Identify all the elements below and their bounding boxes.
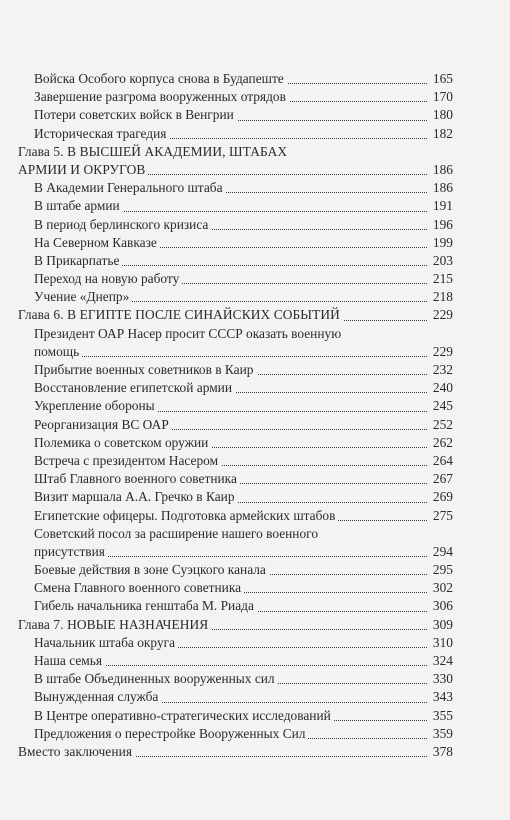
- page-number: 229: [430, 306, 453, 324]
- toc-entry-title: Штаб Главного военного советника: [34, 470, 240, 488]
- page-number: 295: [430, 561, 453, 579]
- toc-entry: [18, 470, 453, 488]
- toc-entry-title: Смена Главного военного советника: [34, 579, 244, 597]
- toc-entry-title-line: Глава 5. В ВЫСШЕЙ АКАДЕМИИ, ШТАБАХ: [18, 143, 288, 159]
- toc-entry: [18, 725, 453, 743]
- toc-entry-title: Начальник штаба округа: [34, 634, 178, 652]
- toc-entry-title: Переход на новую работу: [34, 270, 182, 288]
- page-number: 196: [430, 216, 453, 234]
- toc-entry-title: [34, 525, 318, 561]
- toc-entry: [18, 70, 453, 88]
- toc-chapter-entry: [18, 616, 453, 634]
- toc-entry-title: В Академии Генерального штаба: [34, 179, 226, 197]
- toc-entry-title: Завершение разгрома вооруженных отрядов: [34, 88, 289, 106]
- toc-entry: [18, 125, 453, 143]
- toc-entry-title: В штабе Объединенных вооруженных сил: [34, 670, 278, 688]
- toc-entry-title: Укрепление обороны: [34, 397, 158, 415]
- toc-entry-title: Учение «Днепр»: [34, 288, 132, 306]
- toc-entry-title: Потери советских войск в Венгрии: [34, 106, 237, 124]
- toc-entry: [18, 561, 453, 579]
- toc-entry-title-line: помощь: [34, 344, 82, 359]
- page-number: 309: [430, 616, 453, 634]
- toc-entry-title-line: Президент ОАР Насер просит СССР оказать военную: [34, 325, 342, 341]
- page-number: 165: [430, 70, 453, 88]
- toc-entry: [18, 288, 453, 306]
- page-number: 191: [430, 197, 453, 215]
- page-number: 186: [430, 161, 453, 179]
- toc-entry: [18, 179, 453, 197]
- toc-entry: [18, 379, 453, 397]
- toc-entry-title: Глава 7. НОВЫЕ НАЗНАЧЕНИЯ: [18, 616, 211, 634]
- toc-entry-title: Войска Особого корпуса снова в Будапеште: [34, 70, 287, 88]
- toc-entry: [18, 634, 453, 652]
- toc-entry-title: Предложения о перестройке Вооруженных Сил: [34, 725, 308, 743]
- toc-chapter-entry: [18, 743, 453, 761]
- toc-entry-title: В штабе армии: [34, 197, 123, 215]
- toc-entry-title: Встреча с президентом Насером: [34, 452, 221, 470]
- toc-entry: [18, 397, 453, 415]
- page-number: 240: [430, 379, 453, 397]
- page-number: 252: [430, 416, 453, 434]
- toc-entry-title: Гибель начальника генштаба М. Риада: [34, 597, 257, 615]
- toc-entry-title: Вынужденная служба: [34, 688, 161, 706]
- page-number: 269: [430, 488, 453, 506]
- toc-entry: [18, 252, 453, 270]
- toc-entry-title: Визит маршала А.А. Гречко в Каир: [34, 488, 238, 506]
- toc-entry-title: Полемика о советском оружии: [34, 434, 211, 452]
- page-number: 186: [430, 179, 453, 197]
- page-number: 343: [430, 688, 453, 706]
- toc-entry-title: Реорганизация ВС ОАР: [34, 416, 172, 434]
- page-number: 324: [430, 652, 453, 670]
- page-number: 275: [430, 507, 453, 525]
- page-number: 310: [430, 634, 453, 652]
- toc-entry-title: В Центре оперативно-стратегических исследований: [34, 707, 334, 725]
- table-of-contents: [18, 70, 453, 761]
- toc-entry-title: [34, 325, 341, 361]
- toc-entry: [18, 416, 453, 434]
- page-number: 378: [430, 743, 453, 761]
- toc-entry: [18, 106, 453, 124]
- toc-entry-title: Наша семья: [34, 652, 105, 670]
- toc-entry: [18, 688, 453, 706]
- toc-entry-title-line: Советский посол за расширение нашего военного: [34, 525, 319, 541]
- toc-chapter-entry: [18, 143, 453, 179]
- toc-entry: [18, 88, 453, 106]
- toc-entry: [18, 197, 453, 215]
- toc-entry-title: [18, 143, 287, 179]
- toc-entry-title: Восстановление египетской армии: [34, 379, 235, 397]
- page-number: 355: [430, 707, 453, 725]
- toc-entry: [18, 507, 453, 525]
- toc-entry-title: Прибытие военных советников в Каир: [34, 361, 257, 379]
- page-number: 245: [430, 397, 453, 415]
- toc-entry-title: В период берлинского кризиса: [34, 216, 211, 234]
- page-number: 262: [430, 434, 453, 452]
- page-number: 180: [430, 106, 453, 124]
- page-number: 267: [430, 470, 453, 488]
- toc-entry-title-line: АРМИИ И ОКРУГОВ: [18, 162, 148, 177]
- toc-entry: [18, 597, 453, 615]
- toc-entry: [18, 488, 453, 506]
- toc-entry-title: Боевые действия в зоне Суэцкого канала: [34, 561, 269, 579]
- toc-entry: [18, 270, 453, 288]
- page-number: 359: [430, 725, 453, 743]
- toc-entry: [18, 216, 453, 234]
- toc-entry-title: В Прикарпатье: [34, 252, 122, 270]
- toc-entry-title: Вместо заключения: [18, 743, 135, 761]
- page-number: 229: [430, 343, 453, 361]
- page-number: 306: [430, 597, 453, 615]
- toc-entry: [18, 361, 453, 379]
- page-number: 170: [430, 88, 453, 106]
- toc-entry: [18, 670, 453, 688]
- page-number: 294: [430, 543, 453, 561]
- page-number: 203: [430, 252, 453, 270]
- page-number: 330: [430, 670, 453, 688]
- toc-entry: [18, 452, 453, 470]
- toc-entry-title: Историческая трагедия: [34, 125, 169, 143]
- toc-entry: [18, 234, 453, 252]
- toc-entry-title-line: присутствия: [34, 544, 108, 559]
- page-number: 215: [430, 270, 453, 288]
- toc-entry: [18, 579, 453, 597]
- toc-entry: [18, 652, 453, 670]
- page-number: 182: [430, 125, 453, 143]
- page-number: 302: [430, 579, 453, 597]
- page-number: 232: [430, 361, 453, 379]
- toc-entry: [18, 707, 453, 725]
- toc-entry: [18, 325, 453, 361]
- toc-chapter-entry: [18, 306, 453, 324]
- toc-entry: [18, 434, 453, 452]
- page-number: 199: [430, 234, 453, 252]
- toc-entry-title: На Северном Кавказе: [34, 234, 160, 252]
- toc-entry-title: Глава 6. В ЕГИПТЕ ПОСЛЕ СИНАЙСКИХ СОБЫТИЙ: [18, 306, 343, 324]
- toc-entry-title: Египетские офицеры. Подготовка армейских штабов: [34, 507, 338, 525]
- toc-entry: [18, 525, 453, 561]
- page-number: 218: [430, 288, 453, 306]
- page-number: 264: [430, 452, 453, 470]
